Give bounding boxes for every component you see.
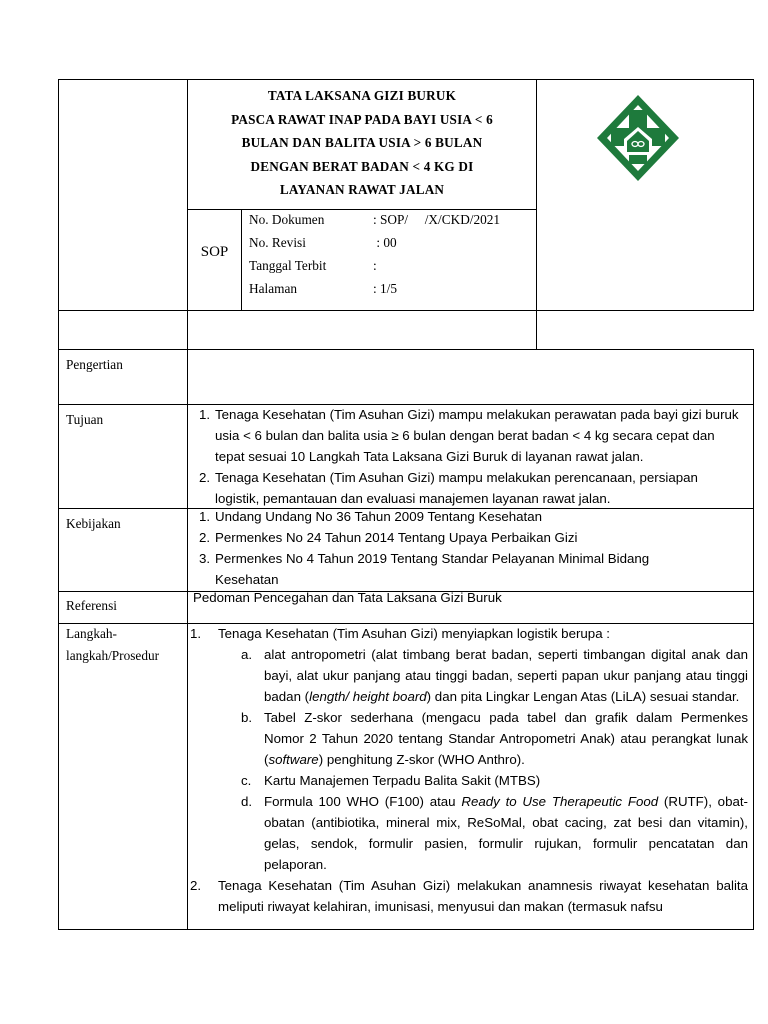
blank-row-bottom (58, 349, 754, 350)
label-langkah (66, 623, 159, 667)
prosedur-step-2: 2. Tenaga Kesehatan (Tim Asuhan Gizi) melakukan anamnesis riwayat kesehatan balita meliputi riwayat kelahiran, imunisasi, menyusui dan makan (termasuk nafsu (190, 878, 748, 914)
label-referensi: Referensi (66, 598, 117, 613)
table-top (58, 79, 754, 80)
sub-b-text-2: ) penghitung Z-skor (WHO Anthro). (318, 752, 525, 767)
tujuan-list (199, 404, 745, 509)
sop-label: SOP (200, 244, 229, 260)
list-item: 3. Permenkes No 4 Tahun 2019 Tentang Standar Pelayanan Minimal Bidang Kesehatan (199, 551, 650, 587)
meta-value-halaman: : 1/5 (373, 281, 398, 296)
table-border-left (58, 79, 59, 930)
sub-item-c: c. Kartu Manajemen Terpadu Balita Sakit (MTBS) (241, 773, 541, 788)
sub-c-text: Kartu Manajemen Terpadu Balita Sakit (MTBS) (264, 773, 541, 788)
meta-label-tanggal: Tanggal Terbit (249, 258, 327, 273)
meta-value-dokumen: : SOP/ /X/CKD/2021 (373, 212, 501, 227)
prosedur-list (190, 623, 748, 917)
meta-value-tanggal: : (373, 258, 377, 273)
title-line: LAYANAN RAWAT JALAN (279, 182, 445, 197)
table-border-right-lower (753, 349, 754, 930)
tujuan-item-2: Tenaga Kesehatan (Tim Asuhan Gizi) mampu melakukan perencanaan, persiapan logistik, pemantauan dan evaluasi manajemen layanan rawat jalan. (215, 470, 698, 506)
list-item: 2. Tenaga Kesehatan (Tim Asuhan Gizi) mampu melakukan perencanaan, persiapan logistik, pemantauan dan evaluasi manajemen layanan rawat jalan. (199, 470, 698, 506)
title-line: BULAN DAN BALITA USIA > 6 BULAN (241, 135, 483, 150)
sub-b-emphasis: software (268, 752, 319, 767)
sub-d-emphasis: Ready to Use Therapeutic Food (461, 794, 659, 809)
title-bottom (187, 209, 537, 210)
sub-a-text-1: alat antropometri (alat timbang berat badan, seperti timbangan digital anak dan bayi, alat ukur panjang atau tinggi badan, seperti papan ukur panjang atau tinggi badan ( (264, 647, 748, 704)
title-line: PASCA RAWAT INAP PADA BAYI USIA < 6 (231, 111, 493, 127)
prosedur-step-1: 1. Tenaga Kesehatan (Tim Asuhan Gizi) menyiapkan logistik berupa : (190, 626, 610, 641)
step-2-text: Tenaga Kesehatan (Tim Asuhan Gizi) melakukan anamnesis riwayat kesehatan balita meliputi riwayat kelahiran, imunisasi, menyusui dan makan (termasuk nafsu (218, 878, 748, 914)
label-tujuan: Tujuan (66, 412, 104, 427)
sub-a-text-2: ) dan pita Lingkar Lengan Atas (LiLA) sesuai standar. (426, 689, 740, 704)
kebijakan-item-3: Permenkes No 4 Tahun 2019 Tentang Standar Pelayanan Minimal Bidang Kesehatan (215, 551, 650, 587)
meta-label-dokumen: No. Dokumen (249, 212, 325, 227)
page-bottom-mask (59, 930, 768, 1024)
header-bottom (58, 310, 754, 311)
tujuan-item-1: Tenaga Kesehatan (Tim Asuhan Gizi) mampu melakukan perawatan pada bayi gizi buruk usia < 6 bulan dan balita usia ≥ 6 bulan dengan berat badan < 4 kg secara cepat dan tepat sesuai 10 Langkah Tata Laksana Gizi Buruk di layanan rawat jalan. (215, 407, 739, 464)
meta-value-revisi: : 00 (373, 235, 397, 250)
health-cross-icon (591, 91, 685, 185)
list-item: 1. Undang Undang No 36 Tahun 2009 Tentang Kesehatan (199, 509, 543, 524)
label-langkah-line2: langkah/Prosedur (66, 648, 160, 663)
label-langkah-line1: Langkah- (66, 626, 117, 641)
sub-b-text-1: Tabel Z-skor sederhana (mengacu pada tabel dan grafik dalam Permenkes Nomor 2 Tahun 2020 tentang Standar Antropometri Anak) atau perangkat lunak ( (264, 710, 748, 767)
step-1-text: Tenaga Kesehatan (Tim Asuhan Gizi) menyiapkan logistik berupa : (218, 626, 610, 641)
title-line: TATA LAKSANA GIZI BURUK (267, 88, 457, 103)
sub-item-d: d. Formula 100 WHO (F100) atau Ready to Use Therapeutic Food (RUTF), obat-obatan (antibiotika, mineral mix, ReSoMal, obat cacing, zat besi dan vitamin), gelas, sendok, formulir pasien, formulir rujukan, formulir pencatatan dan pelaporan. (241, 794, 748, 872)
health-cross-logo (591, 91, 685, 185)
logo-divider (536, 79, 537, 349)
label-kebijakan: Kebijakan (66, 516, 121, 531)
title-line: DENGAN BERAT BADAN < 4 KG DI (250, 158, 474, 174)
sub-d-text-1: Formula 100 WHO (F100) atau (264, 794, 462, 809)
sub-item-b: b. Tabel Z-skor sederhana (mengacu pada tabel dan grafik dalam Permenkes Nomor 2 Tahun 2020 tentang Standar Antropometri Anak) atau perangkat lunak (software) penghitung Z-skor (WHO Anthro). (241, 710, 748, 767)
document-title (188, 84, 536, 202)
table-border-right-upper (753, 79, 754, 311)
sub-item-a: a. alat antropometri (alat timbang berat badan, seperti timbangan digital anak dan bayi, alat ukur panjang atau tinggi badan, seperti papan ukur panjang atau tinggi badan (length/ height board) dan pita Lingkar Lengan Atas (LiLA) sesuai standar. (241, 647, 748, 704)
label-pengertian: Pengertian (66, 357, 123, 372)
sub-a-emphasis: length/ height board (309, 689, 427, 704)
kebijakan-list (199, 506, 699, 590)
sop-divider (241, 209, 242, 310)
meta-label-halaman: Halaman (249, 281, 297, 296)
list-item: 1. Tenaga Kesehatan (Tim Asuhan Gizi) mampu melakukan perawatan pada bayi gizi buruk usia < 6 bulan dan balita usia ≥ 6 bulan dengan berat badan < 4 kg secara cepat dan tepat sesuai 10 Langkah Tata Laksana Gizi Buruk di layanan rawat jalan. (199, 407, 739, 464)
referensi-text: Pedoman Pencegahan dan Tata Laksana Gizi Buruk (193, 590, 502, 605)
column-divider (187, 79, 188, 930)
list-item: 2. Permenkes No 24 Tahun 2014 Tentang Upaya Perbaikan Gizi (199, 530, 578, 545)
meta-label-revisi: No. Revisi (249, 235, 306, 250)
sub-d-text-2: (RUTF), obat-obatan (antibiotika, mineral mix, ReSoMal, obat cacing, zat besi dan vitamin), gelas, sendok, formulir pasien, formulir rujukan, formulir pencatatan dan pelaporan. (264, 794, 748, 872)
kebijakan-item-1: Undang Undang No 36 Tahun 2009 Tentang Kesehatan (215, 509, 543, 524)
kebijakan-item-2: Permenkes No 24 Tahun 2014 Tentang Upaya Perbaikan Gizi (215, 530, 578, 545)
